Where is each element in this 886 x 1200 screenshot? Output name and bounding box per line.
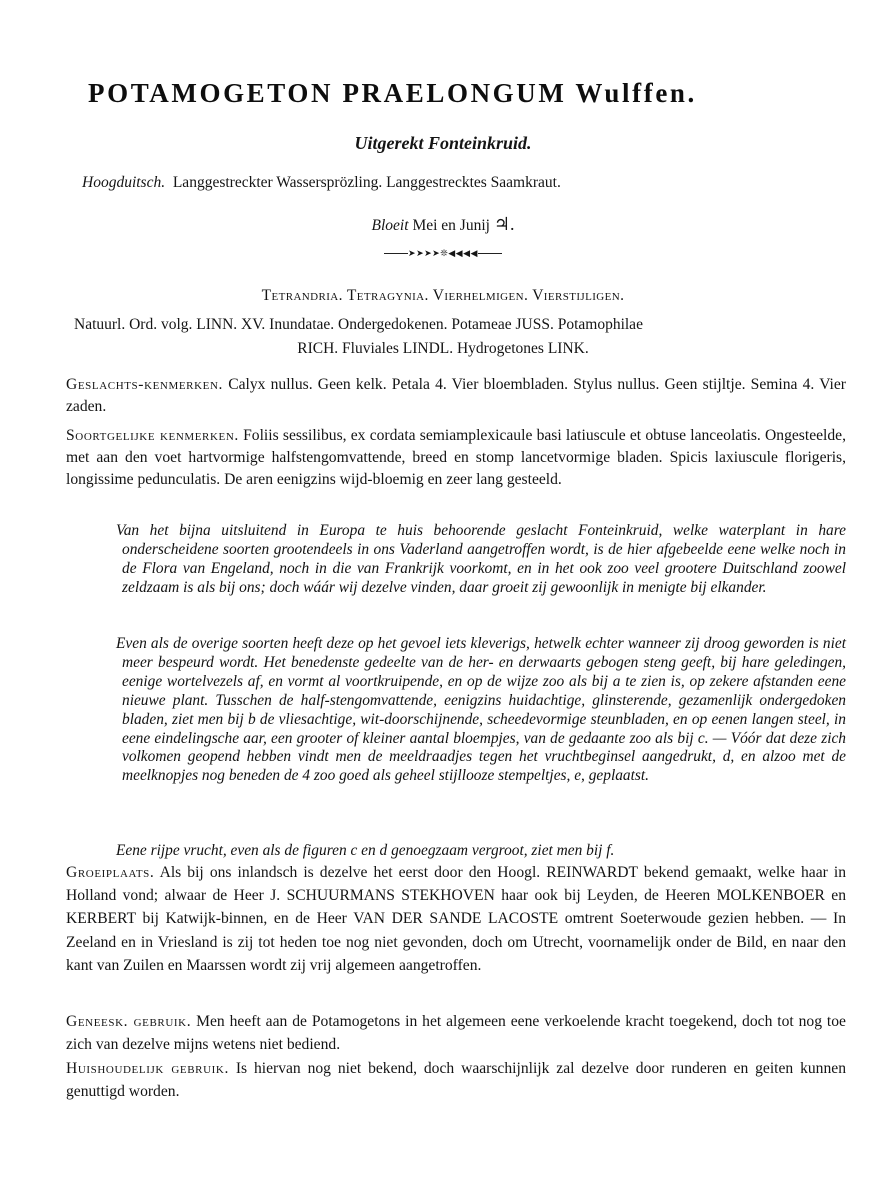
- household-label: Huishoudelijk gebruik.: [66, 1060, 229, 1077]
- species-characteristics: [66, 425, 846, 492]
- bloom-text: Mei en Junij: [412, 217, 490, 234]
- dutch-name: Uitgerekt Fonteinkruid.: [354, 133, 532, 153]
- genus-characteristics: [66, 374, 846, 418]
- description-paragraph-3: Eene rijpe vrucht, even als de figuren c en d genoegzaam vergroot, ziet men bij f.: [116, 842, 615, 859]
- genus-label: Geslachts-kenmerken.: [66, 376, 224, 393]
- habitat-section: [66, 861, 846, 977]
- bloom-line: [0, 214, 886, 235]
- genus-text: Calyx nullus. Geen kelk. Petala 4. Vier bloembladen. Stylus nullus. Geen stijltje. Semina 4. Vier zaden.: [66, 376, 846, 416]
- german-label: Hoogduitsch.: [82, 174, 166, 191]
- species-text: Foliis sessilibus, ex cordata semiamplexicaule basi latiuscule et obtuse lanceolatis. Ongesteelde, met aan den voet hartvormige halfstengomvattende, breed en stomp lancetvormige bladen. Spicis laxiuscule florigeris, longissime pedunculatis. De aren eenigzins wijd-bloemig en zeer lang gesteeld.: [66, 427, 847, 489]
- linnaean-classification: Tetrandria. Tetragynia. Vierhelmigen. Vierstijligen.: [261, 287, 625, 304]
- habitat-text: Als bij ons inlandsch is dezelve het eerst door den Hoogl. REINWARDT bekend gemaakt, welke haar in Holland vond; alwaar de Heer J. SCHUURMANS STEKHOVEN haar ook bij Leyden, de Heeren MOLKENBOER en KERBERT bij Katwijk-binnen, en de Heer VAN DER SANDE LACOSTE omtrent Soeterwoude gezien hebben. — In Zeeland en in Vriesland is zij tot heden toe nog niet gevonden, doch om Utrecht, voornamelijk onder de Bild, en naar den kant van Zuilen en Maarssen wordt zij vrij algemeen aangetroffen.: [66, 864, 846, 974]
- household-use-section: [66, 1057, 846, 1103]
- habitat-label: Groeiplaats.: [66, 864, 155, 881]
- german-names-line: [82, 174, 561, 192]
- divider-glyph: ➤➤➤➤❊◀◀◀◀: [408, 248, 478, 258]
- natural-order-line-1: Natuurl. Ord. volg. LINN. XV. Inundatae. Ondergedokenen. Potameae JUSS. Potamophilae: [74, 316, 643, 333]
- medical-label: Geneesk. gebruik.: [66, 1013, 192, 1030]
- bloom-label: Bloeit: [371, 217, 409, 234]
- ornament-divider: [0, 248, 886, 259]
- medical-use-section: [66, 1010, 846, 1056]
- description-paragraph-2: Even als de overige soorten heeft deze op het gevoel iets kleverigs, hetwelk echter wanneer zij droog geworden is niet meer bespeurd wordt. Het benedenste gedeelte van de her- en derwaarts gebogen steng geeft, bij hare geledingen, eenige wortelvezels af, en vormt al voortkruipende, en op de wijze zoo als bij a te zien is, op zekere afstanden eene nieuwe plant. Tusschen de half-stengomvattende, eenigzins huidachtige, glinsterende, gezamenlijk ondergedoken bladen, ziet men bij b de vliesachtige, wit-doorschijnende, scheedevormige steunbladen, en op eenen langen steel, in eene eindelingsche aar, een grooter of kleiner aantal bloempjes, van de gedaante zoo als bij c. — Vóór dat deze zich volkomen geopend hebben vindt men de meeldraadjes tegen het vruchtbeginsel aangedrukt, d, en alzoo met de meelknopjes nog beneden de 4 zoo goed als geheel stijllooze stempeltjes, e, geplaatst.: [116, 635, 846, 785]
- medical-text: Men heeft aan de Potamogetons in het algemeen eene verkoelende kracht toegekend, doch tot nog toe zich van dezelve mijns wetens niet bediend.: [66, 1013, 846, 1053]
- species-label: Soortgelijke kenmerken.: [66, 427, 239, 444]
- page-title: POTAMOGETON PRAELONGUM Wulffen.: [88, 78, 697, 108]
- description-paragraph-1: Van het bijna uitsluitend in Europa te huis behoorende geslacht Fonteinkruid, welke waterplant in hare onderscheidene soorten grootendeels in ons Vaderland aangetroffen wordt, is de hier afgebeelde eene welke noch in de Flora van Engeland, noch in die van Frankrijk voorkomt, en in het ook zoo veel grootere Duitschland zoowel zeldzaam is als bij ons; doch wáár wij dezelve vinden, daar groeit zij gewoonlijk in menigte bij elkander.: [116, 522, 846, 596]
- jupiter-symbol-icon: ♃.: [493, 214, 515, 234]
- german-names: Langgestreckter Wassersprözling. Langgestrecktes Saamkraut.: [172, 174, 561, 191]
- natural-order-line-2: RICH. Fluviales LINDL. Hydrogetones LINK.: [297, 340, 589, 357]
- household-text: Is hiervan nog niet bekend, doch waarschijnlijk zal dezelve door runderen en geiten kunnen genuttigd worden.: [66, 1060, 846, 1100]
